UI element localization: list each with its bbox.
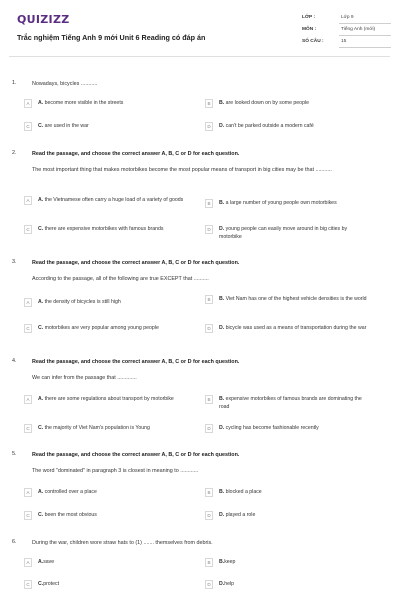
- quizizz-logo: QUIZIZZ: [17, 13, 70, 26]
- option-letter-box: D: [205, 580, 213, 589]
- option-key: C.: [38, 512, 44, 518]
- option-letter-box: D: [205, 122, 213, 131]
- option-key: D.: [219, 226, 225, 232]
- question-text: Read the passage, and choose the correct answer A, B, C or D for each question.: [32, 452, 240, 458]
- option-key: A.: [38, 197, 44, 203]
- option-text: the majority of Viet Nam's population is Young: [44, 425, 150, 431]
- option-letter-box: B: [205, 199, 213, 208]
- option-letter-box: B: [205, 395, 213, 404]
- option-text: are used in the war: [44, 123, 89, 129]
- option-key: D.: [219, 123, 225, 129]
- option-text: the Vietnamese often carry a huge load of a variety of goods: [44, 197, 184, 203]
- question-text: Read the passage, and choose the correct answer A, B, C or D for each question.: [32, 260, 240, 266]
- option-letter-box: C: [24, 511, 32, 520]
- option-key: C.: [38, 325, 44, 331]
- option-text: can't be parked outside a modern café: [225, 123, 314, 129]
- option-text: motorbikes are very popular among young people: [44, 325, 159, 331]
- option-key: A.: [38, 559, 44, 565]
- option-letter-box: A: [24, 395, 32, 404]
- option-key: A.: [38, 489, 44, 495]
- worksheet-meta: [302, 13, 392, 49]
- option-text: Viet Nam has one of the highest vehicle densities is the world: [225, 296, 367, 302]
- option-letter-box: D: [205, 424, 213, 433]
- option-letter-box: B: [205, 558, 213, 567]
- option-text: cycling has become fashionable recently: [225, 425, 319, 431]
- option-letter-box: D: [205, 225, 213, 234]
- option-key: C.: [38, 123, 44, 129]
- option-letter-box: A: [24, 558, 32, 567]
- option-text: keep: [224, 559, 236, 565]
- option-text: expensive motorbikes of famous brands are dominating the road: [219, 396, 362, 410]
- question-number: 4.: [12, 358, 17, 364]
- question-number: 2.: [12, 150, 17, 156]
- meta-value: Lớp 9: [339, 13, 391, 24]
- option-text: protect: [43, 581, 60, 587]
- option-key: C.: [38, 226, 44, 232]
- question-number: 5.: [12, 451, 17, 457]
- meta-row-subject: [302, 25, 392, 37]
- option-text: young people can easily move around in big cities by motorbike: [219, 226, 348, 240]
- option-text: save: [43, 559, 55, 565]
- question-prompt: According to the passage, all of the following are true EXCEPT that ..........: [32, 276, 209, 282]
- option-text: help: [224, 581, 234, 587]
- option-text: played a role: [225, 512, 256, 518]
- option-text: controlled over a place: [44, 489, 97, 495]
- option-letter-box: A: [24, 99, 32, 108]
- option-letter-box: A: [24, 196, 32, 205]
- option-letter-box: D: [205, 324, 213, 333]
- question-prompt: The most important thing that makes motorbikes become the most popular means of transport in big cities may be that ...........: [32, 167, 332, 173]
- option-key: D.: [219, 581, 225, 587]
- option-key: A.: [38, 396, 44, 402]
- question-prompt: The word "dominated" in paragraph 3 is closest in meaning to ............: [32, 468, 199, 474]
- option-key: B.: [219, 296, 225, 302]
- option-letter-box: D: [205, 511, 213, 520]
- option-key: D.: [219, 512, 225, 518]
- meta-label: MÔN :: [302, 27, 317, 32]
- option-key: A.: [38, 299, 44, 305]
- option-letter-box: B: [205, 99, 213, 108]
- question-text: Read the passage, and choose the correct answer A, B, C or D for each question.: [32, 151, 240, 157]
- option-key: B.: [219, 396, 225, 402]
- option-key: B.: [219, 489, 225, 495]
- option-text: there are some regulations about transport by motorbike: [44, 396, 174, 402]
- option-key: B.: [219, 100, 225, 106]
- option-text: become more visible in the streets: [44, 100, 124, 106]
- option-key: C.: [38, 581, 44, 587]
- option-letter-box: C: [24, 324, 32, 333]
- meta-row-class: [302, 13, 392, 25]
- meta-value: Tiếng Anh (mới): [339, 25, 391, 36]
- option-text: are looked down on by some people: [225, 100, 309, 106]
- option-key: D.: [219, 425, 225, 431]
- option-text: been the most obvious: [44, 512, 97, 518]
- question-text: Nowadays, bicycles ...........: [32, 81, 98, 87]
- option-letter-box: C: [24, 424, 32, 433]
- question-prompt: We can infer from the passage that .............: [32, 375, 137, 381]
- question-text: Read the passage, and choose the correct answer A, B, C or D for each question.: [32, 359, 240, 365]
- worksheet-header: [9, 9, 390, 57]
- option-letter-box: A: [24, 488, 32, 497]
- meta-label: SỐ CÂU :: [302, 39, 324, 44]
- option-letter-box: A: [24, 298, 32, 307]
- option-key: B.: [219, 200, 225, 206]
- option-text: blocked a place: [225, 489, 262, 495]
- option-letter-box: C: [24, 122, 32, 131]
- option-key: B.: [219, 559, 225, 565]
- option-letter-box: B: [205, 488, 213, 497]
- option-key: A.: [38, 100, 44, 106]
- meta-label: LỚP :: [302, 15, 316, 20]
- question-number: 1.: [12, 80, 17, 86]
- option-text: bicycle was used as a means of transportation during the war: [225, 325, 367, 331]
- option-text: a large number of young people own motorbikes: [225, 200, 337, 206]
- option-letter-box: B: [205, 295, 213, 304]
- question-text: During the war, children wore straw hats to (1) ....... themselves from debris.: [32, 540, 213, 546]
- option-key: C.: [38, 425, 44, 431]
- meta-value: 15: [339, 37, 391, 48]
- option-text: the density of bicycles is still high: [44, 299, 121, 305]
- worksheet-title: Trắc nghiệm Tiếng Anh 9 mới Unit 6 Reading có đáp án: [17, 33, 206, 42]
- option-text: there are expensive motorbikes with famous brands: [44, 226, 164, 232]
- option-letter-box: C: [24, 580, 32, 589]
- question-number: 3.: [12, 259, 17, 265]
- option-letter-box: C: [24, 225, 32, 234]
- option-key: D.: [219, 325, 225, 331]
- question-number: 6.: [12, 539, 17, 545]
- meta-row-count: [302, 37, 392, 49]
